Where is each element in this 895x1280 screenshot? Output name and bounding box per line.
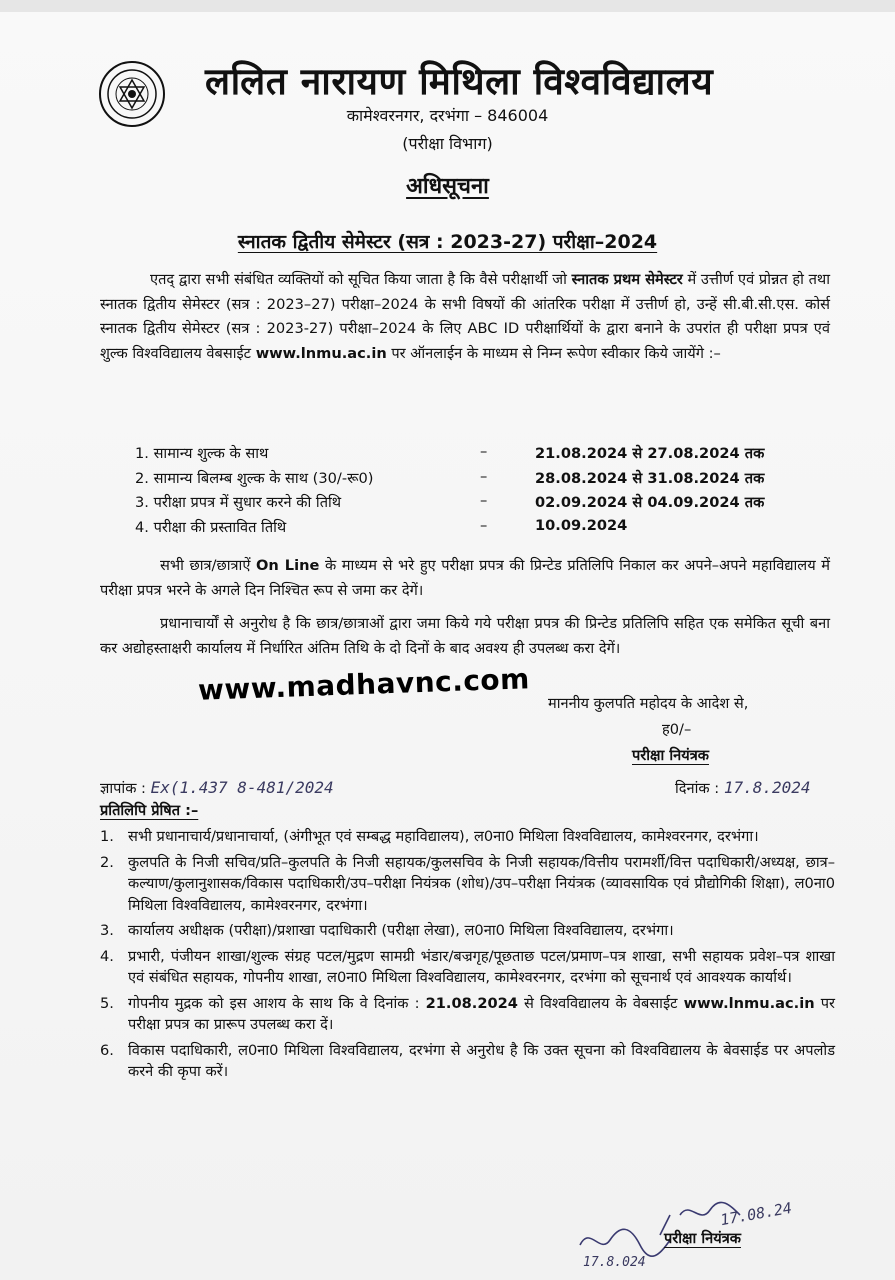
copy-date: 21.08.2024: [425, 994, 518, 1012]
copy-text: विकास पदाधिकारी, ल0ना0 मिथिला विश्वविद्यालय, दरभंगा से अनुरोध है कि उक्त सूचना को विश्वविद्यालय के बेवसाईड पर अपलोड करने की कृपा करें।: [128, 1041, 835, 1080]
schedule-date: 10.09.2024: [535, 516, 628, 534]
copy-item: [100, 946, 835, 989]
schedule-dash: –: [480, 516, 488, 534]
top-strip: [0, 0, 895, 12]
schedule-list: [135, 440, 835, 538]
copy-item: [100, 852, 835, 917]
copy-text: सभी प्रधानाचार्य/प्रधानाचार्या, (अंगीभूत एवं सम्बद्ध महाविद्यालय), ल0ना0 मिथिला विश्वविद्यालय, कामेश्वरनगर, दरभंगा।: [128, 828, 759, 845]
memo-date: [675, 778, 811, 798]
signatory-title: परीक्षा नियंत्रक: [632, 747, 709, 764]
copy-website: www.lnmu.ac.in: [683, 994, 815, 1012]
department: (परीक्षा विभाग): [402, 134, 493, 153]
para1-text-e: पर ऑनलाईन के माध्यम से निम्न रूपेण स्वीकार किये जायेंगे :–: [386, 344, 721, 362]
para2-text-c: के माध्यम से भरे हुए परीक्षा प्रपत्र की प्रिन्टेड प्रतिलिपि निकाल कर अपने–अपने महाविद्यालय में परीक्षा प्रपत्र भरने के अगले दिन निश्चित रूप से जमा कर देगें।: [100, 557, 830, 599]
memo-date-label: दिनांक :: [675, 780, 720, 797]
copy-text: कुलपति के निजी सचिव/प्रति–कुलपति के निजी सहायक/कुलसचिव के निजी सहायक/वित्तीय परामर्शी/वित्त पदाधिकारी/अध्यक्ष, छात्र–कल्याण/कुलानुशासक/विकास पदाधिकारी/उप–परीक्षा नियंत्रक (शोध)/उप–परीक्षा नियंत्रक (व्यावसायिक एवं प्रौद्योगिकी शिक्षा), ल0ना0 मिथिला विश्वविद्यालय, कामेश्वरनगर, दरभंगा।: [128, 853, 835, 914]
para1-text-a: एतद् द्वारा सभी संबंधित व्यक्तियों को सूचित किया जाता है कि वैसे परीक्षार्थी जो: [150, 271, 572, 288]
copy-num: 6.: [100, 1041, 114, 1059]
schedule-row: [135, 465, 835, 490]
para2-text-a: सभी छात्र/छात्राऐं: [160, 557, 256, 574]
notice-label: अधिसूचना: [406, 174, 489, 199]
copy-item: [100, 826, 835, 848]
copy-num: 4.: [100, 947, 114, 965]
schedule-label: 4. परीक्षा की प्रस्तावित तिथि: [135, 518, 287, 536]
para1-text-b: स्नातक प्रथम सेमेस्टर: [571, 271, 683, 288]
copy-text: प्रभारी, पंजीयन शाखा/शुल्क संग्रह पटल/मुद्रण सामग्री भंडार/बज्रगृह/पूछताछ पटल/प्रमाण–पत्र शाखा, सभी सहायक प्रवेश–पत्र शाखा एवं संबंधित सहायक, गोपनीय शाखा, ल0ना0 मिथिला विश्वविद्यालय, कामेश्वरनगर, दरभंगा को सूचनार्थ एवं आवश्यक कार्यार्थ।: [128, 947, 835, 986]
copy-text-e: पर परीक्षा प्रपत्र का प्रारूप उपलब्ध करा दें।: [128, 994, 835, 1033]
schedule-label: 1. सामान्य शुल्क के साथ: [135, 445, 269, 462]
footer-signatory: परीक्षा नियंत्रक: [664, 1230, 741, 1247]
copy-num: 2.: [100, 853, 114, 871]
schedule-dash: –: [480, 467, 488, 485]
copy-num: 3.: [100, 922, 114, 939]
order-line: माननीय कुलपति महोदय के आदेश से,: [548, 695, 749, 712]
watermark: www.madhavnc.com: [197, 662, 531, 707]
schedule-row: [135, 514, 835, 539]
copy-item: [100, 993, 835, 1036]
schedule-dash: –: [480, 492, 488, 509]
copy-text-a: गोपनीय मुद्रक को इस आशय के साथ कि वे दिनांक :: [128, 994, 426, 1012]
paragraph-1: [100, 268, 830, 366]
schedule-date: 28.08.2024 से 31.08.2024 तक: [535, 469, 765, 487]
para1-text-c: में उत्तीर्ण एवं प्रोन्नत हो तथा स्नातक द्वितीय सेमेस्टर (सत्र : 2023–27) परीक्षा–2024 के सभी विषयों की आंतरिक परीक्षा में उत्तीर्ण हो, उन्हें सी.बी.सी.एस. कोर्स स्नातक द्वितीय सेमेस्टर (सत्र : 2023-27) परीक्षा–2024 के लिए ABC ID परीक्षार्थियों के द्वारा बनाने के उपरांत ही परीक्षा प्रपत्र एवं शुल्क विश्वविद्यालय वेबसाईट: [100, 271, 831, 362]
para2-online: On Line: [255, 557, 320, 574]
memo-ref-value: Ex(1.437 8-481/2024: [150, 778, 334, 797]
para1-website: www.lnmu.ac.in: [255, 344, 387, 362]
copy-text: कार्यालय अधीक्षक (परीक्षा)/प्रशाखा पदाधिकारी (परीक्षा लेखा), ल0ना0 मिथिला विश्वविद्यालय, दरभंगा।: [128, 922, 674, 939]
copy-item: [100, 920, 835, 942]
copy-num: 1.: [100, 828, 114, 845]
hand-date-1: 17.08.24: [718, 1198, 794, 1230]
copy-heading: प्रतिलिपि प्रेषित :–: [100, 802, 199, 819]
copy-item: [100, 1040, 835, 1083]
schedule-row: [135, 489, 835, 514]
university-name: ललित नारायण मिथिला विश्वविद्यालय: [205, 60, 714, 103]
schedule-date: 02.09.2024 से 04.09.2024 तक: [535, 494, 765, 511]
exam-title: स्नातक द्वितीय सेमेस्टर (सत्र : 2023-27) परीक्षा–2024: [237, 231, 658, 253]
hand-date-2: 17.8.024: [583, 1255, 646, 1270]
signed-mark: ह0/–: [662, 721, 692, 738]
paragraph-2: [100, 554, 830, 603]
copy-list: [100, 826, 835, 1087]
address: कामेश्वरनगर, दरभंगा – 846004: [346, 106, 549, 125]
schedule-date: 21.08.2024 से 27.08.2024 तक: [535, 445, 765, 462]
schedule-dash: –: [480, 443, 488, 460]
memo-ref: [100, 778, 334, 798]
schedule-label: 2. सामान्य बिलम्ब शुल्क के साथ (30/-रू0): [135, 469, 374, 487]
paragraph-3: प्रधानाचार्यों से अनुरोध है कि छात्र/छात्राओं द्वारा जमा किये गये परीक्षा प्रपत्र की प्रिन्टेड प्रतिलिपि सहित एक समेकित सूची बना कर अद्योहस्ताक्षरी कार्यालय में निर्धारित अंतिम तिथि के दो दिनों के बाद अवश्य ही उपलब्ध करा देगें।: [100, 615, 830, 657]
schedule-row: [135, 440, 835, 465]
copy-text-c: से विश्वविद्यालय के वेबसाईट: [517, 994, 684, 1012]
copy-num: 5.: [100, 994, 114, 1012]
schedule-label: 3. परीक्षा प्रपत्र में सुधार करने की तिथि: [135, 494, 342, 511]
memo-date-value: 17.8.2024: [723, 778, 811, 797]
memo-ref-label: ज्ञापांक :: [100, 780, 146, 797]
